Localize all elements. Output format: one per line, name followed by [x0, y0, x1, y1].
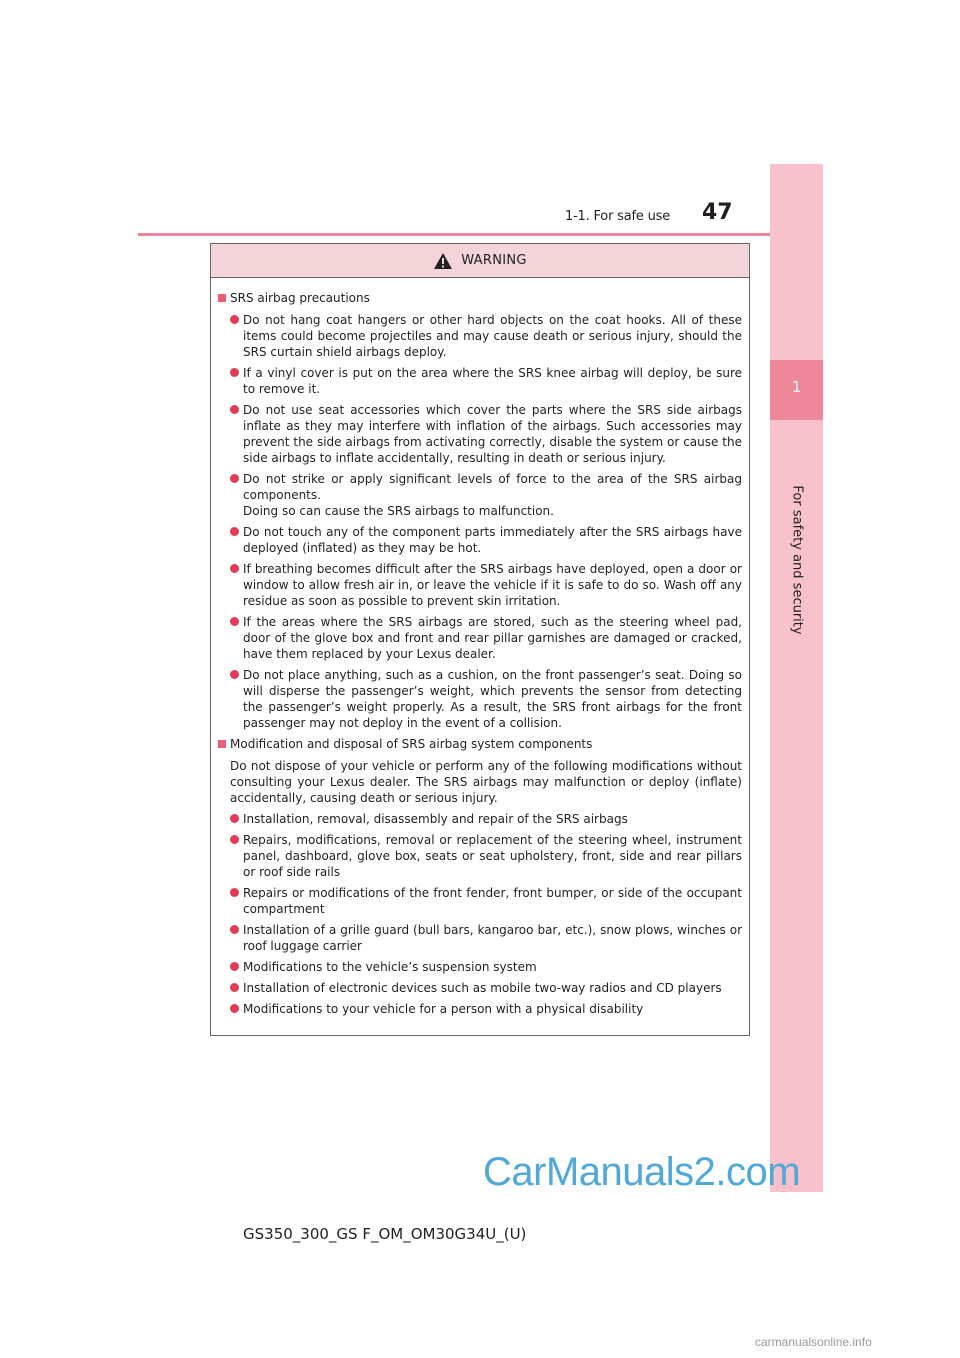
bullet-item — [218, 365, 742, 397]
bullet-dot-icon — [230, 402, 243, 466]
watermark-logo: CarManuals2.com — [483, 1150, 801, 1194]
bullet-dot-icon — [230, 561, 243, 609]
square-bullet-icon — [218, 294, 226, 302]
warning-header — [211, 244, 749, 278]
warning-box — [210, 243, 750, 1036]
section-heading — [218, 736, 742, 752]
bullet-item — [218, 524, 742, 556]
bullet-text: Do not use seat accessories which cover the parts where the SRS side airbags inflate as they may interfere with inflation of the airbags. Such accessories may prevent the side airbags from activating correctly, disable the system or cause the side airbags to inflate accidentally, resulting in death or serious injury. — [243, 403, 742, 465]
bullet-text: Do not hang coat hangers or other hard objects on the coat hooks. All of these items could become projectiles and may cause death or serious injury, should the SRS curtain shield airbags deploy. — [243, 313, 742, 359]
paragraph: Do not dispose of your vehicle or perform any of the following modifications without consulting your Lexus dealer. The SRS airbags may malfunction or deploy (inflate) accidentally, causing death or serious injury. — [230, 759, 742, 805]
bullet-dot-icon — [230, 832, 243, 880]
bullet-text: Modifications to your vehicle for a person with a physical disability — [243, 1002, 644, 1016]
bullet-dot-icon — [230, 365, 243, 397]
side-tab — [770, 164, 823, 1192]
bullet-item — [218, 1001, 742, 1017]
bullet-text: Modifications to the vehicle’s suspension system — [243, 960, 537, 974]
square-bullet-icon — [218, 740, 226, 748]
bullet-dot-icon — [230, 922, 243, 954]
warning-section — [218, 290, 742, 731]
section-heading-text: Modification and disposal of SRS airbag system components — [230, 737, 593, 751]
warning-title: WARNING — [461, 253, 527, 268]
bullet-item — [218, 312, 742, 360]
bullet-dot-icon — [230, 471, 243, 519]
bullet-dot-icon — [230, 524, 243, 556]
bullet-text: If breathing becomes difficult after the SRS airbags have deployed, open a door or window to allow fresh air in, or leave the vehicle if it is safe to do so. Wash off any residue as soon as possible to prevent skin irritation. — [243, 562, 742, 608]
bullet-dot-icon — [230, 614, 243, 662]
bullet-dot-icon — [230, 885, 243, 917]
section-title: 1-1. For safe use — [565, 209, 670, 224]
watermark-text: carmanualsonline.info — [755, 1335, 872, 1349]
bullet-item — [218, 832, 742, 880]
warning-section — [218, 736, 742, 1017]
bullet-text: Installation, removal, disassembly and repair of the SRS airbags — [243, 812, 628, 826]
bullet-item — [218, 561, 742, 609]
bullet-item — [218, 980, 742, 996]
side-tab-chapter-number: 1 — [791, 378, 802, 396]
bullet-text: If the areas where the SRS airbags are stored, such as the steering wheel pad, door of the glove box and front and rear pillar garnishes are damaged or cracked, have them replaced by your Lexus dealer. — [243, 615, 742, 661]
bullet-dot-icon — [230, 811, 243, 827]
bullet-text: Installation of a grille guard (bull bars, kangaroo bar, etc.), snow plows, winches or roof luggage carrier — [243, 923, 742, 953]
warning-content — [211, 278, 749, 1017]
warning-triangle-icon — [433, 252, 453, 270]
bullet-dot-icon — [230, 312, 243, 360]
bullet-text: Installation of electronic devices such as mobile two-way radios and CD players — [243, 981, 722, 995]
bullet-dot-icon — [230, 1001, 243, 1017]
bullet-item — [218, 885, 742, 917]
section-heading — [218, 290, 742, 306]
bullet-text: Do not touch any of the component parts immediately after the SRS airbags have deployed (inflated) as they may be hot. — [243, 525, 742, 555]
bullet-item — [218, 811, 742, 827]
document-code: GS350_300_GS F_OM_OM30G34U_(U) — [243, 1225, 527, 1243]
bullet-item — [218, 402, 742, 466]
header-rule — [138, 233, 823, 236]
bullet-item — [218, 922, 742, 954]
bullet-text: Do not place anything, such as a cushion, on the front passenger’s seat. Doing so will disperse the passenger’s weight, which prevents the sensor from detecting the passenger’s weight properly. As a result, the SRS front airbags for the front passenger may not deploy in the event of a collision. — [243, 668, 742, 730]
bullet-item — [218, 959, 742, 975]
bullet-text: Repairs or modifications of the front fender, front bumper, or side of the occupant compartment — [243, 886, 742, 916]
bullet-dot-icon — [230, 667, 243, 731]
side-tab-chapter-label: For safety and security — [789, 485, 805, 635]
bullet-text: Repairs, modifications, removal or replacement of the steering wheel, instrument panel, dashboard, glove box, seats or seat upholstery, front, side and rear pillars or roof side rails — [243, 833, 742, 879]
bullet-item — [218, 614, 742, 662]
page-number: 47 — [702, 200, 733, 225]
section-heading-text: SRS airbag precautions — [230, 291, 370, 305]
bullet-item — [218, 471, 742, 519]
bullet-text: Do not strike or apply significant levels of force to the area of the SRS airbag components. Doing so can cause the SRS airbags to malfunction. — [243, 472, 742, 518]
bullet-text: If a vinyl cover is put on the area where the SRS knee airbag will deploy, be sure to remove it. — [243, 366, 742, 396]
bullet-dot-icon — [230, 980, 243, 996]
bullet-item — [218, 667, 742, 731]
bullet-dot-icon — [230, 959, 243, 975]
